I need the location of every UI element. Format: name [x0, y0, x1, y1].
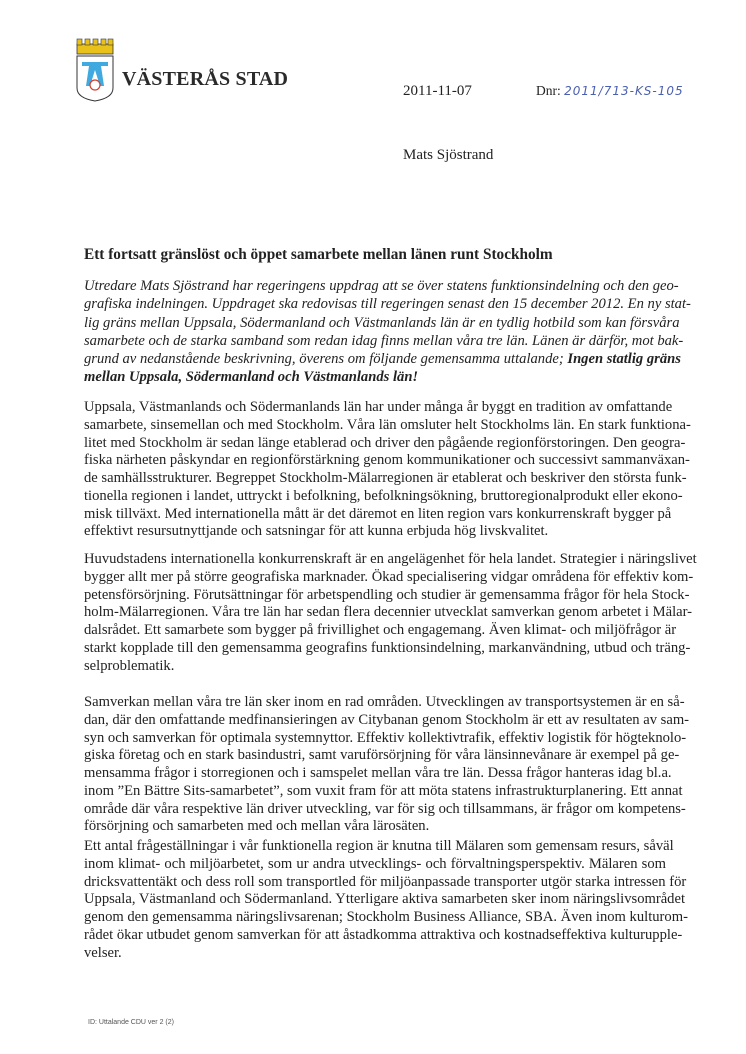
text-segment: grund av nedanstående beskrivning, överens om följande gemensamma uttalande; — [84, 351, 568, 368]
text-line: fiska närheten påskyndar en regionförstärkning genom kommunikationer och successivt sammanväxan- — [84, 452, 690, 469]
text-line: starkt kopplade till den gemensamma geografins funktionsindelning, markanvändning, utbud och träng- — [84, 639, 691, 656]
text-line: försörjning och samarbeten med och mellan våra lärosäten. — [84, 818, 430, 835]
text-line: samarbete och de starka samband som redan idag finns mellan våra tre län. Länen är därför, mot bak- — [84, 332, 684, 349]
text-line: Uppsala, Västmanlands och Södermanlands län har under många år byggt en tradition av omfattande — [84, 399, 673, 415]
text-line: samarbete, sinsemellan och med Stockholm. Våra län omsluter helt Stockholms län. En stark funktiona- — [84, 416, 691, 433]
text-line: rådet ökar utbudet genom samverkan för att åstadkomma attraktiva och kostnadseffektiva kulturupple- — [84, 926, 683, 943]
body-paragraph-1 — [84, 399, 691, 541]
vasteras-coat-of-arms-logo — [74, 38, 116, 102]
text-line: Ett antal frågeställningar i vår funktionella region är knutna till Mälaren som gemensam resurs, såväl — [84, 838, 674, 854]
text-line: effektivt resursutnyttjande och satsningar för att kunna erbjuda hög livskvalitet. — [84, 523, 549, 540]
text-line: Uppsala, Västmanland och Södermanland. Ytterligare aktiva samarbeten sker inom näringslivsområdet — [84, 891, 686, 908]
text-line: Samverkan mellan våra tre län sker inom en rad områden. Utvecklingen av transportsystemen är en så- — [84, 694, 685, 710]
document-title: Ett fortsatt gränslöst och öppet samarbete mellan länen runt Stockholm — [84, 246, 553, 263]
text-line: bygger allt mer på större geografiska marknader. Ökad specialisering vidgar områdena för effektiv kom- — [84, 568, 694, 585]
dnr-label: Dnr: — [536, 83, 561, 98]
dnr-handwritten-value: 2011/713-KS-105 — [564, 84, 684, 98]
text-line: Huvudstadens internationella konkurrenskraft är en angelägenhet för hela landet. Strategier i näringslivet — [84, 551, 697, 567]
text-line: mellan Uppsala, Södermanland och Västmanlands län! — [84, 369, 419, 386]
text-line: tionella regionen i landet, uttryckt i befolkning, befolkningsökning, bruttoregionalprodukt eller ekono- — [84, 487, 683, 504]
organization-name: VÄSTERÅS STAD — [122, 68, 289, 90]
text-line: petensförsörjning. Förutsättningar för arbetspendling och studier är gemensamma frågor för hela Stock- — [84, 586, 690, 603]
text-line: dan, där den omfattande medfinansieringen av Citybanan genom Stockholm är ett av resultaten av sam- — [84, 711, 690, 728]
body-paragraph-3 — [84, 694, 690, 836]
text-line: mensamma frågor i storregionen och i samspelet mellan våra tre län. Dessa frågor hanteras idag bl.a. — [84, 765, 672, 781]
text-line: grafiska indelningen. Uppdraget ska redovisas till regeringen senast den 15 december 2012. En ny stat- — [84, 296, 691, 313]
text-line: Utredare Mats Sjöstrand har regeringens uppdrag att se över statens funktionsindelning och den geo- — [84, 278, 679, 294]
document-footer-id: ID: Uttalande CDU ver 2 (2) — [88, 1019, 174, 1026]
body-paragraph-4 — [84, 838, 688, 962]
intro-paragraph — [84, 277, 691, 387]
text-line: inom ”En Bättre Sits-samarbetet”, som vuxit fram för att möta statens infrastrukturplanering. Ett annat — [84, 782, 683, 799]
text-line: de samhällsstrukturer. Begreppet Stockholm-Mälarregionen är etablerat och beskriver den största funk- — [84, 470, 687, 486]
body-paragraph-2 — [84, 551, 697, 675]
text-line: velser. — [84, 944, 122, 961]
text-line: genom den gemensamma näringslivsarenan; Stockholm Business Alliance, SBA. Även inom kulturom- — [84, 909, 688, 925]
text-line: lig gräns mellan Uppsala, Södermanland och Västmanlands län är en tydlig hotbild som kan försvåra — [84, 314, 680, 331]
text-line — [84, 350, 681, 368]
registration-number — [536, 83, 684, 99]
text-line: syn och samverkan för optimala systemnyttor. Effektiv kollektivtrafik, effektiv logistik för högteknolo- — [84, 729, 687, 746]
text-line: holm-Mälarregionen. Våra tre län har sedan flera decennier utvecklat samverkan genom arbetet i Mälar- — [84, 604, 693, 621]
text-line: selproblematik. — [84, 657, 175, 674]
text-line: dricksvattentäkt och dess roll som transportled för miljöanpassade transporter utgör starka intressen för — [84, 873, 687, 890]
text-line: område där våra respektive län driver utveckling, var för sig och tillsammans, är frågor om kompetens- — [84, 800, 686, 817]
text-line: misk tillväxt. Med internationella mått är det däremot en liten region vars konkurrenskraft bygger på — [84, 505, 672, 522]
text-line: giska företag och en stark basindustri, samt varuförsörjning för våra länsinnevånare är exempel på ge- — [84, 747, 680, 764]
author-name: Mats Sjöstrand — [403, 147, 494, 163]
text-line: litet med Stockholm är sedan länge etablerad och driver den pågående regionförstoringen. Den geogra- — [84, 434, 686, 451]
text-line: inom klimat- och miljöarbetet, som ur andra utvecklings- och förvaltningsperspektiv. Mälaren som — [84, 855, 666, 872]
bold-statement: Ingen statlig gräns — [567, 351, 681, 368]
text-line: dalsrådet. Ett samarbete som bygger på frivillighet och engagemang. Även klimat- och miljöfrågor är — [84, 622, 677, 638]
document-date: 2011-11-07 — [403, 83, 472, 99]
